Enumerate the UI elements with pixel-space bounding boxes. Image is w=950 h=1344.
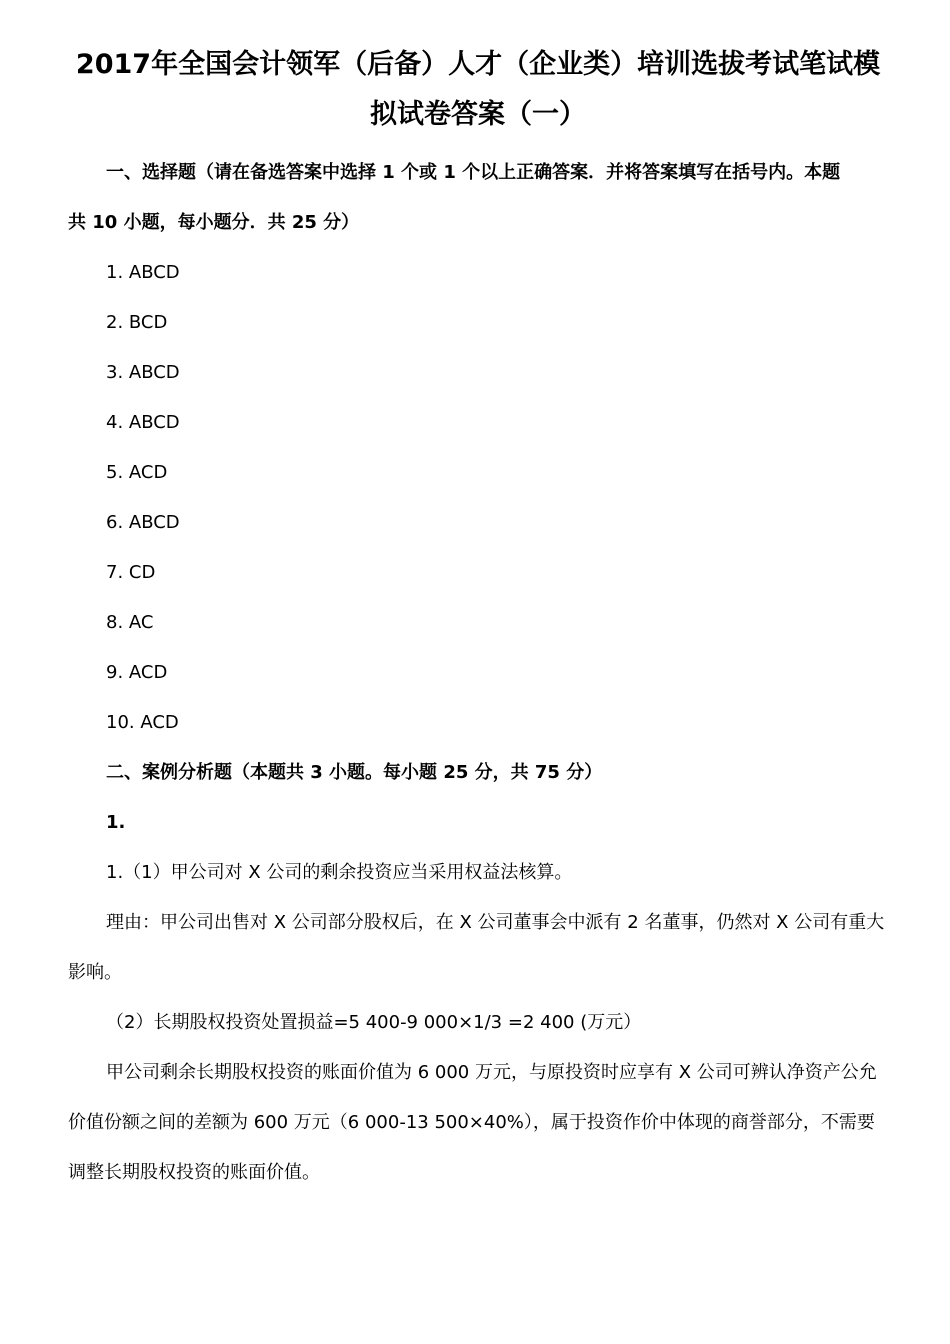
answer-item: 2. BCD [106, 312, 168, 333]
answer-item: 1. ABCD [106, 262, 180, 283]
question-number: 1. [106, 812, 126, 833]
answer-reason: 理由：甲公司出售对 X 公司部分股权后，在 X 公司董事会中派有 2 名董事，仍然对 X 公司有重大影响。 [68, 912, 885, 983]
answer-explanation: 甲公司剩余长期股权投资的账面价值为 6 000 万元，与原投资时应享有 X 公司可辨认净资产公允价值份额之间的差额为 600 万元（6 000-13 500×40%），属于投资作价中体现的商誉部分，不需要调整长期股权投资的账面价值。 [68, 1062, 877, 1183]
answer-item1: 1.（1）甲公司对 X 公司的剩余投资应当采用权益法核算。 [106, 862, 573, 883]
answer-item: 10. ACD [106, 712, 179, 733]
section1-heading-line2: 共 10 小题，每小题分．共 25 分） [68, 212, 360, 233]
section2-heading: 二、案例分析题（本题共 3 小题。每小题 25 分，共 75 分） [106, 762, 603, 783]
answer-item: 6. ABCD [106, 512, 180, 533]
answer-item2: （2）长期股权投资处置损益=5 400-9 000×1/3 =2 400 (万元） [106, 1012, 642, 1033]
document-page [68, 40, 888, 1198]
answer-item: 7. CD [106, 562, 156, 583]
section1-heading-line1: 一、选择题（请在备选答案中选择 1 个或 1 个以上正确答案．并将答案填写在括号内。本题 [106, 162, 841, 183]
answer-item: 9. ACD [106, 662, 168, 683]
answer-item: 5. ACD [106, 462, 168, 483]
answer-item: 3. ABCD [106, 362, 180, 383]
answer-item: 8. AC [106, 612, 154, 633]
document-title: 2017年全国会计领军（后备）人才（企业类）培训选拔考试笔试模拟试卷答案（一） [75, 49, 881, 130]
answer-item: 4. ABCD [106, 412, 180, 433]
